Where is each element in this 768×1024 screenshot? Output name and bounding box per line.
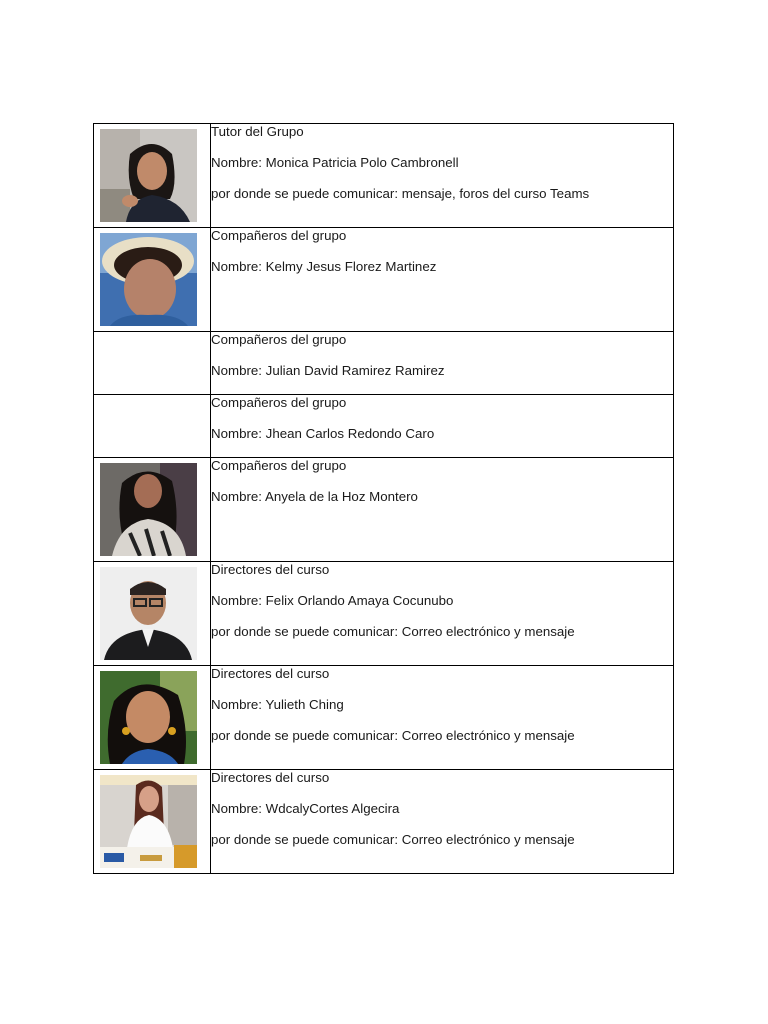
member-name: Nombre: WdcalyCortes Algecira [211, 801, 400, 816]
member-name: Nombre: Monica Patricia Polo Cambronell [211, 155, 459, 170]
contact-info: por donde se puede comunicar: mensaje, foros del curso Teams [211, 186, 590, 201]
info-cell [211, 562, 674, 666]
table-row [94, 666, 674, 770]
role-label: Compañeros del grupo [211, 395, 347, 410]
member-name: Nombre: Julian David Ramirez Ramirez [211, 363, 445, 378]
contact-info: por donde se puede comunicar: Correo electrónico y mensaje [211, 624, 575, 639]
tutor-photo [100, 129, 197, 222]
photo-cell [94, 228, 211, 332]
photo-cell [94, 562, 211, 666]
table-row [94, 124, 674, 228]
member-name: Nombre: Yulieth Ching [211, 697, 344, 712]
member-name: Nombre: Felix Orlando Amaya Cocunubo [211, 593, 454, 608]
role-label: Directores del curso [211, 562, 330, 577]
info-cell [211, 395, 674, 458]
info-cell [211, 666, 674, 770]
info-cell [211, 228, 674, 332]
table-row [94, 395, 674, 458]
role-label: Directores del curso [211, 770, 330, 785]
director-photo [100, 671, 197, 764]
table-row [94, 770, 674, 874]
role-label: Compañeros del grupo [211, 458, 347, 473]
table-row [94, 562, 674, 666]
table-row [94, 228, 674, 332]
director-photo [100, 567, 197, 660]
role-label: Directores del curso [211, 666, 330, 681]
info-cell [211, 124, 674, 228]
info-cell [211, 458, 674, 562]
member-name: Nombre: Anyela de la Hoz Montero [211, 489, 418, 504]
info-cell [211, 332, 674, 395]
photo-cell [94, 666, 211, 770]
director-photo [100, 775, 197, 868]
member-photo [100, 463, 197, 556]
member-photo [100, 233, 197, 326]
contact-info: por donde se puede comunicar: Correo electrónico y mensaje [211, 728, 575, 743]
role-label: Compañeros del grupo [211, 332, 347, 347]
role-label: Compañeros del grupo [211, 228, 347, 243]
member-name: Nombre: Jhean Carlos Redondo Caro [211, 426, 435, 441]
table-row [94, 458, 674, 562]
contact-info: por donde se puede comunicar: Correo electrónico y mensaje [211, 832, 575, 847]
role-label: Tutor del Grupo [211, 124, 304, 139]
photo-cell [94, 395, 211, 458]
photo-cell [94, 332, 211, 395]
photo-cell [94, 124, 211, 228]
photo-cell [94, 770, 211, 874]
table-row [94, 332, 674, 395]
info-cell [211, 770, 674, 874]
photo-cell [94, 458, 211, 562]
group-roster-table [93, 123, 674, 874]
member-name: Nombre: Kelmy Jesus Florez Martinez [211, 259, 437, 274]
